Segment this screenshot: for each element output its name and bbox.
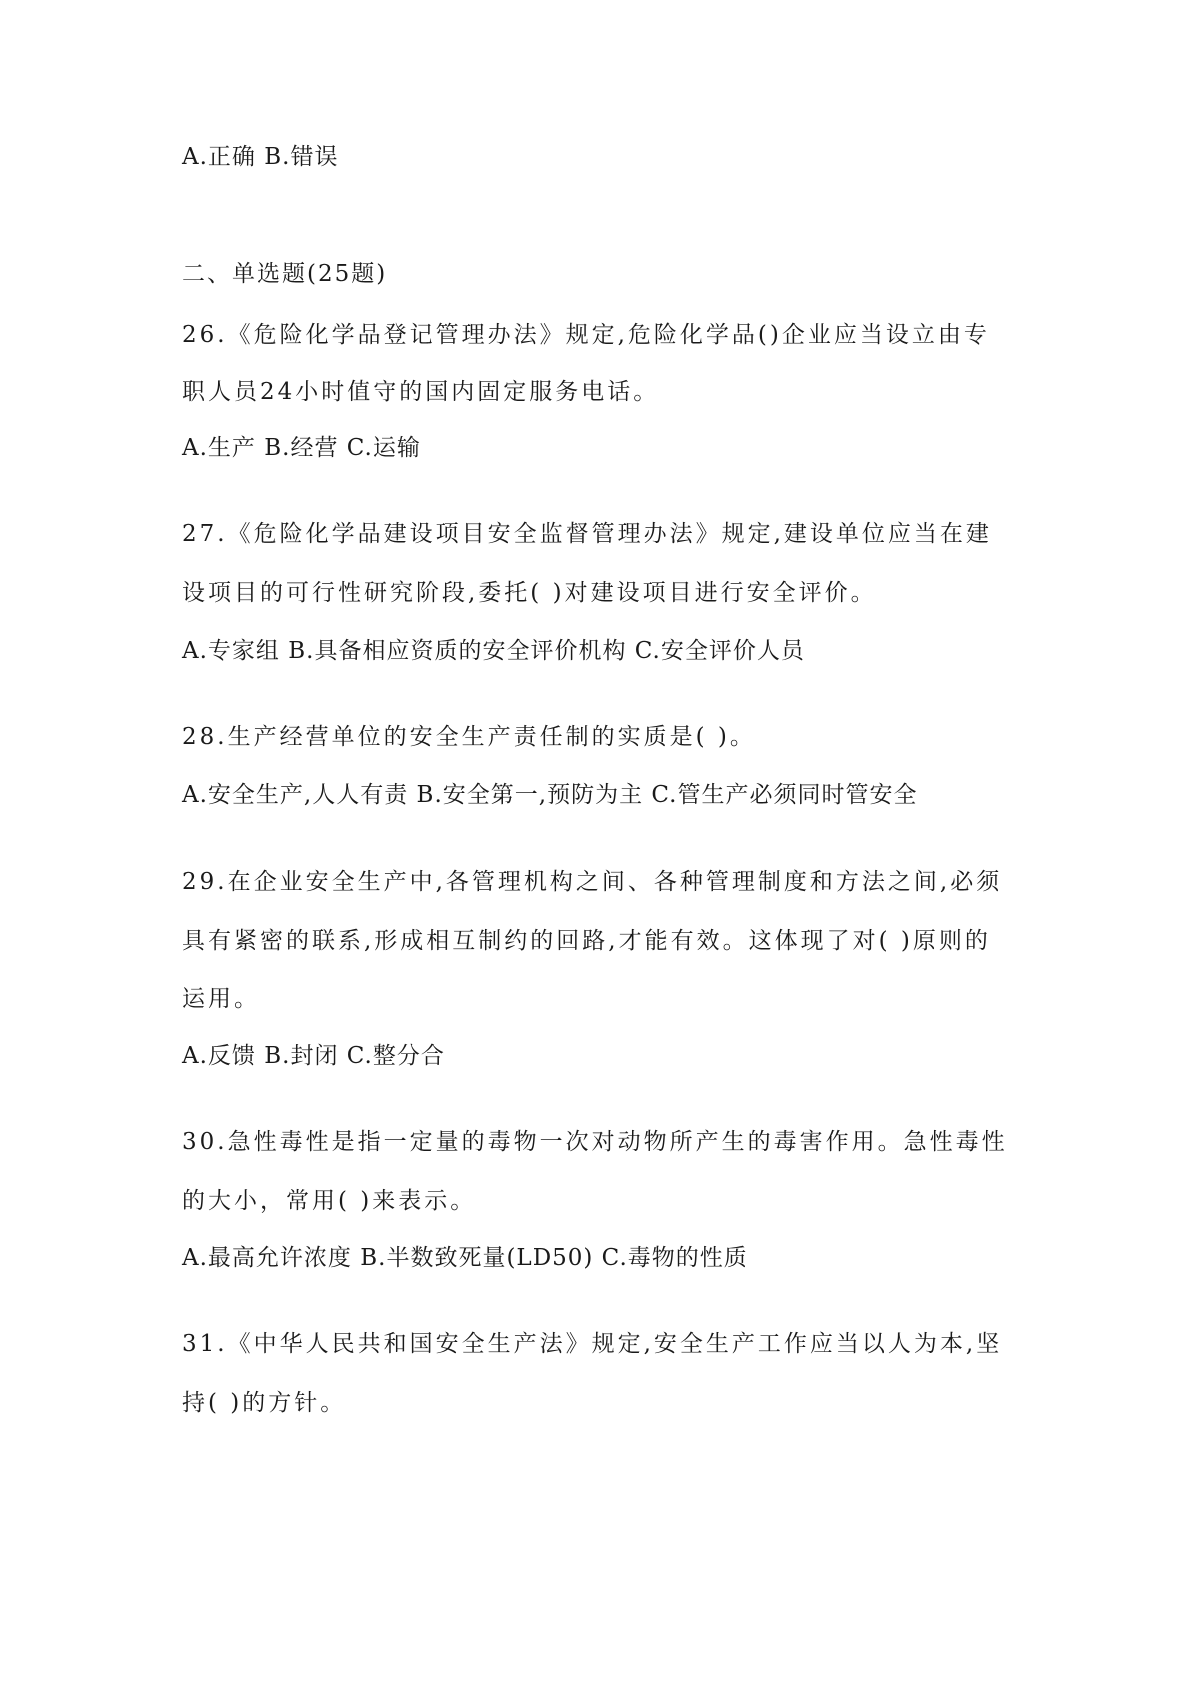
question-28-line-1: 28.生产经营单位的安全生产责任制的实质是( )。 (182, 724, 756, 750)
question-27-line-1: 27.《危险化学品建设项目安全监督管理办法》规定,建设单位应当在建 (182, 521, 992, 547)
previous-question-options: A.正确 B.错误 (182, 144, 339, 170)
question-31-line-2: 持( )的方针。 (182, 1390, 347, 1416)
question-27-line-2: 设项目的可行性研究阶段,委托( )对建设项目进行安全评价。 (182, 580, 877, 606)
question-30-line-2: 的大小，常用( )来表示。 (182, 1188, 477, 1214)
question-30-line-1: 30.急性毒性是指一定量的毒物一次对动物所产生的毒害作用。急性毒性 (182, 1129, 1008, 1155)
question-27-options: A.专家组 B.具备相应资质的安全评价机构 C.安全评价人员 (182, 638, 805, 664)
question-26-line-2: 职人员24小时值守的国内固定服务电话。 (182, 379, 660, 405)
question-30-options: A.最高允许浓度 B.半数致死量(LD50) C.毒物的性质 (182, 1245, 748, 1271)
question-29-line-2: 具有紧密的联系,形成相互制约的回路,才能有效。这体现了对( )原则的 (182, 928, 991, 954)
question-31-line-1: 31.《中华人民共和国安全生产法》规定,安全生产工作应当以人为本,坚 (182, 1331, 1003, 1357)
question-29-line-3: 运用。 (182, 986, 260, 1012)
question-26-options: A.生产 B.经营 C.运输 (182, 435, 421, 461)
question-28-options: A.安全生产,人人有责 B.安全第一,预防为主 C.管生产必须同时管安全 (182, 782, 918, 808)
question-29-options: A.反馈 B.封闭 C.整分合 (182, 1043, 445, 1069)
section-heading: 二、单选题(25题) (182, 261, 388, 287)
question-29-line-1: 29.在企业安全生产中,各管理机构之间、各种管理制度和方法之间,必须 (182, 869, 1003, 895)
question-26-line-1: 26.《危险化学品登记管理办法》规定,危险化学品()企业应当设立由专 (182, 322, 990, 348)
